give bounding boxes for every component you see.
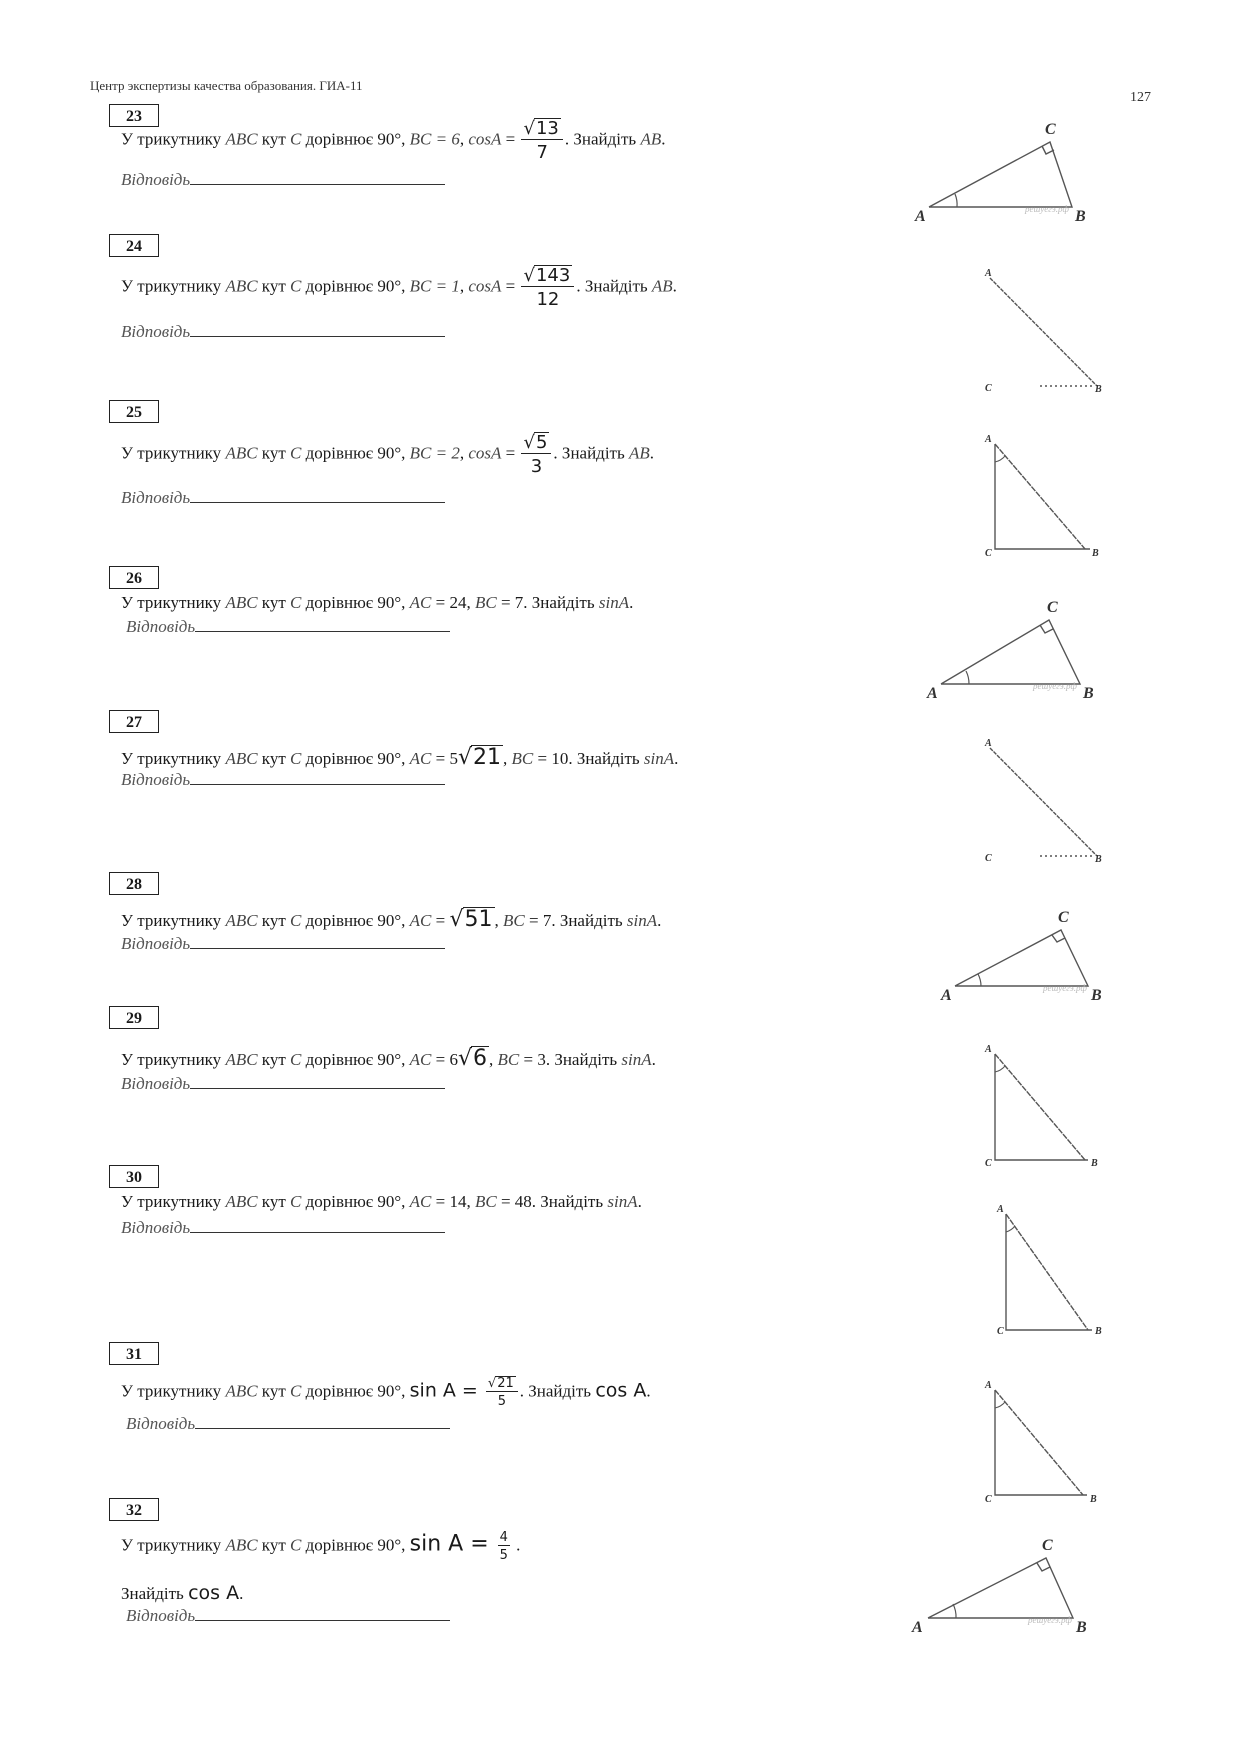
vertex-b-label: B	[1076, 1619, 1087, 1636]
vertex-b-label: B	[1092, 548, 1099, 559]
triangle-figure	[985, 1198, 1115, 1338]
vertex-c-label: C	[997, 1326, 1004, 1337]
task-number: 28	[109, 872, 159, 895]
answer-field[interactable]: Відповідь	[121, 322, 445, 342]
vertex-c-label: C	[985, 853, 992, 864]
vertex-c-label: C	[985, 1494, 992, 1505]
answer-field[interactable]: Відповідь	[126, 617, 450, 637]
task-statement: У трикутнику ABC кут C дорівнює 90°, AC = 24, BC = 7. Знайдіть sinA.	[121, 593, 634, 612]
header-title: Центр экспертизы качества образования. ГИА-11	[90, 78, 363, 93]
task-question: Знайдіть cos A.	[121, 1582, 244, 1604]
vertex-c-label: C	[985, 383, 992, 394]
vertex-b-label: B	[1095, 854, 1102, 865]
fraction: $\frac{√13}{7}$	[521, 118, 562, 163]
task-statement: У трикутнику ABC кут C дорівнює 90°, AC = 14, BC = 48. Знайдіть sinA.	[121, 1192, 642, 1211]
vertex-a-label: A	[941, 987, 952, 1004]
triangle-figure	[933, 908, 1133, 1018]
task-statement: У трикутнику ABC кут C дорівнює 90°, sin A = $\frac{4}{5}$ .	[121, 1530, 521, 1563]
vertex-a-label: A	[927, 685, 938, 702]
answer-field[interactable]: Відповідь	[126, 1606, 450, 1626]
page-number: 127	[1130, 90, 1151, 105]
task-statement: У трикутнику ABC кут C дорівнює 90°, sin A = $\frac{√21}{5}$ . Знайдіть cos A.	[121, 1376, 651, 1410]
vertex-c-label: C	[985, 1158, 992, 1169]
task-number: 23	[109, 104, 159, 127]
vertex-a-label: A	[985, 738, 992, 749]
vertex-a-label: A	[985, 1380, 992, 1391]
answer-field[interactable]: Відповідь	[121, 1218, 445, 1238]
task-statement: У трикутнику ABC кут C дорівнює 90°, AC = √51 , BC = 7. Знайдіть sinA.	[121, 907, 662, 932]
answer-field[interactable]: Відповідь	[121, 934, 445, 954]
watermark: решуегэ.рф	[1028, 1615, 1072, 1625]
fraction: $\frac{4}{5}$	[499, 1530, 508, 1563]
vertex-b-label: B	[1075, 208, 1086, 225]
triangle-figure	[975, 1378, 1105, 1508]
triangle-figure	[915, 120, 1115, 230]
watermark: решуегэ.рф	[1025, 204, 1069, 214]
watermark: решуегэ.рф	[1043, 983, 1087, 993]
vertex-c-label: C	[1058, 909, 1069, 926]
watermark: решуегэ.рф	[1033, 681, 1077, 691]
vertex-c-label: C	[1042, 1537, 1053, 1554]
vertex-a-label: A	[985, 1044, 992, 1055]
task-number: 27	[109, 710, 159, 733]
task-number: 31	[109, 1342, 159, 1365]
vertex-b-label: B	[1090, 1494, 1097, 1505]
vertex-b-label: B	[1091, 1158, 1098, 1169]
vertex-a-label: A	[915, 208, 926, 225]
task-number: 32	[109, 1498, 159, 1521]
triangle-figure	[975, 432, 1105, 562]
task-number: 30	[109, 1165, 159, 1188]
vertex-a-label: A	[997, 1204, 1004, 1215]
answer-field[interactable]: Відповідь	[121, 1074, 445, 1094]
fraction: $\frac{√21}{5}$	[486, 1376, 518, 1409]
task-statement: У трикутнику ABC кут C дорівнює 90°, AC = 5√21 , BC = 10. Знайдіть sinA.	[121, 745, 679, 770]
vertex-c-label: C	[1045, 121, 1056, 138]
task-statement: У трикутнику ABC кут C дорівнює 90°, BC = 1, cosA = $\frac{√143}{12}$ . Знайдіть AB.	[121, 265, 677, 310]
vertex-b-label: B	[1091, 987, 1102, 1004]
vertex-a-label: A	[985, 268, 992, 279]
vertex-a-label: A	[912, 1619, 923, 1636]
triangle-figure	[919, 598, 1119, 708]
task-number: 25	[109, 400, 159, 423]
task-statement: У трикутнику ABC кут C дорівнює 90°, BC = 6, cosA = $\frac{√13}{7}$ . Знайдіть AB.	[121, 118, 666, 163]
task-statement: У трикутнику ABC кут C дорівнює 90°, BC = 2, cosA = $\frac{√5}{3}$ . Знайдіть AB.	[121, 432, 655, 477]
answer-field[interactable]: Відповідь	[121, 488, 445, 508]
task-number: 24	[109, 234, 159, 257]
triangle-figure	[975, 1040, 1105, 1170]
triangle-figure	[975, 736, 1105, 866]
vertex-c-label: C	[985, 548, 992, 559]
vertex-a-label: A	[985, 434, 992, 445]
vertex-c-label: C	[1047, 599, 1058, 616]
task-statement: У трикутнику ABC кут C дорівнює 90°, AC = 6√6 , BC = 3. Знайдіть sinA.	[121, 1046, 656, 1071]
fraction: $\frac{√143}{12}$	[521, 265, 574, 310]
vertex-b-label: B	[1095, 384, 1102, 395]
answer-field[interactable]: Відповідь	[126, 1414, 450, 1434]
vertex-b-label: B	[1095, 1326, 1102, 1337]
task-number: 29	[109, 1006, 159, 1029]
answer-field[interactable]: Відповідь	[121, 770, 445, 790]
answer-field[interactable]: Відповідь	[121, 170, 445, 190]
triangle-figure	[912, 1528, 1112, 1638]
fraction: $\frac{√5}{3}$	[521, 432, 551, 477]
task-number: 26	[109, 566, 159, 589]
vertex-b-label: B	[1083, 685, 1094, 702]
triangle-figure	[975, 266, 1105, 396]
